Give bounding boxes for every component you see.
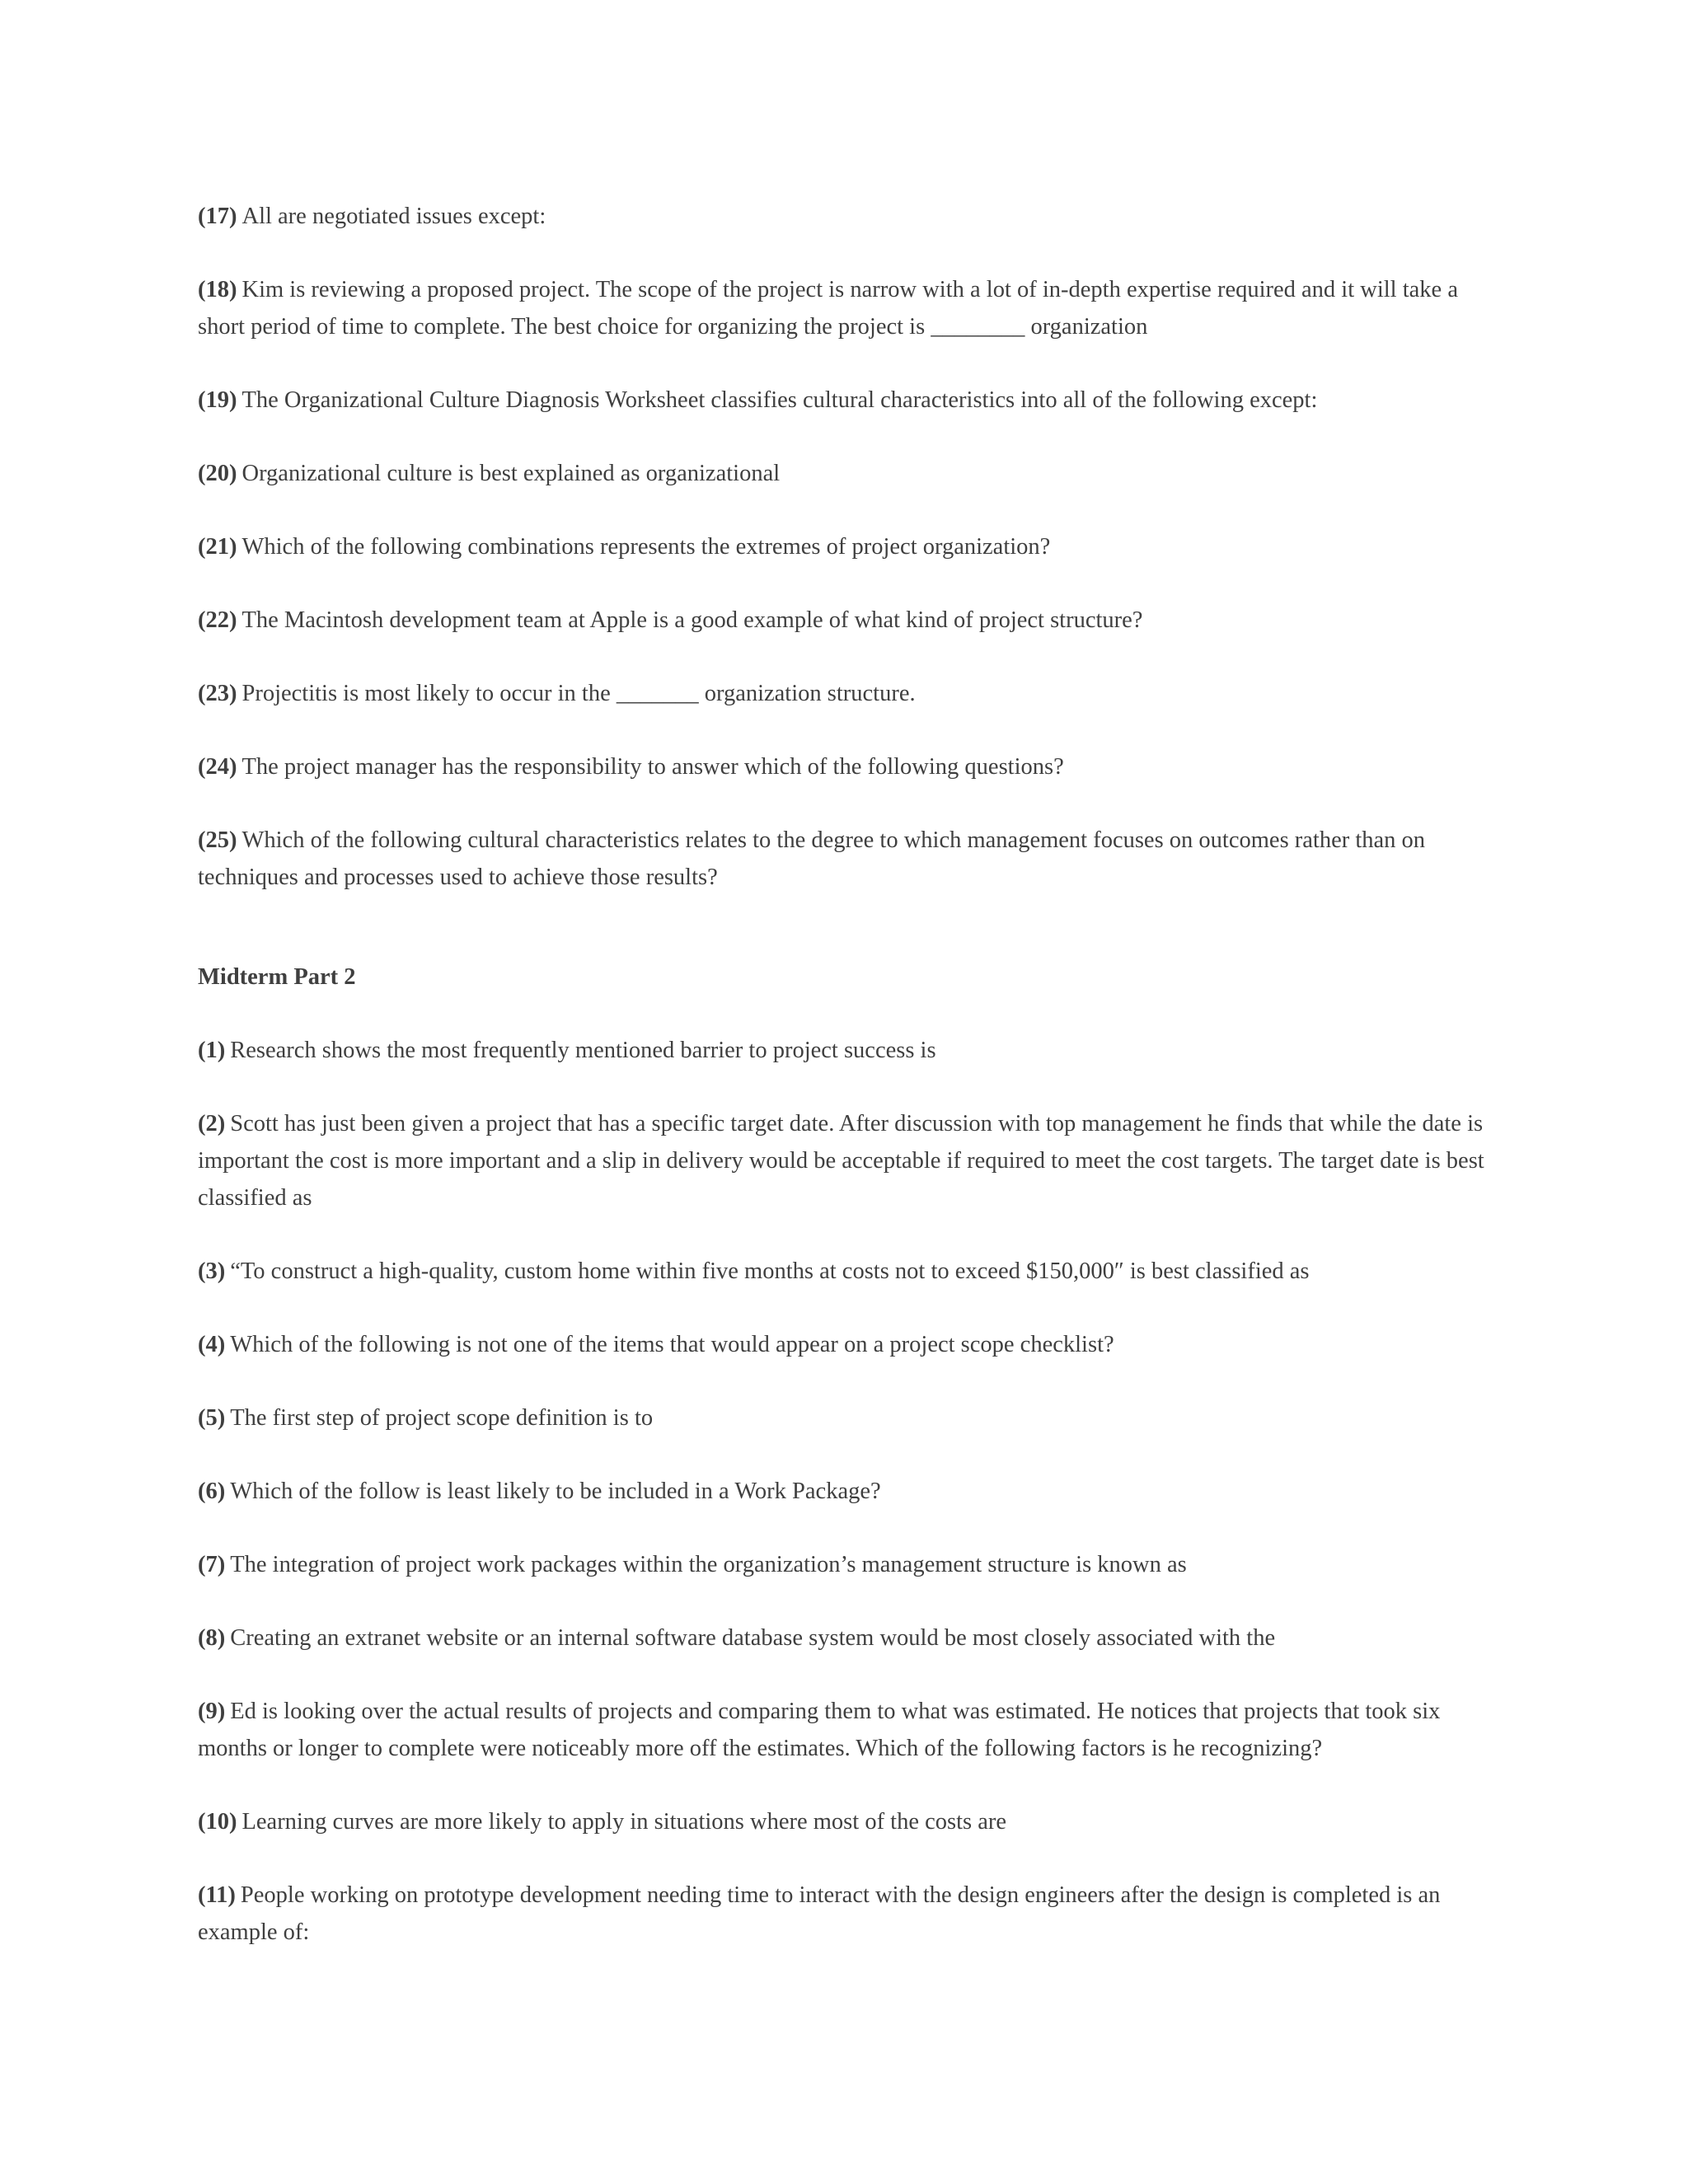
section-title: Midterm Part 2 xyxy=(198,964,356,990)
question-item xyxy=(198,1326,1500,1363)
question-item xyxy=(198,1399,1500,1436)
question-number: (6) xyxy=(198,1479,226,1504)
question-item xyxy=(198,382,1500,419)
question-text: Which of the following is not one of the items that would appear on a project scope checklist? xyxy=(230,1332,1114,1357)
question-number: (11) xyxy=(198,1882,236,1908)
part2-questions xyxy=(198,1032,1500,1951)
document-page xyxy=(198,198,1500,1987)
question-number: (20) xyxy=(198,461,237,486)
question-text: Learning curves are more likely to apply in situations where most of the costs are xyxy=(241,1809,1007,1835)
question-number: (22) xyxy=(198,607,237,633)
question-text: People working on prototype development needing time to interact with the design engineers after the design is completed is an example of: xyxy=(198,1882,1441,1945)
question-item xyxy=(198,822,1500,896)
question-text: Which of the following cultural characteristics relates to the degree to which management focuses on outcomes rather than on techniques and processes used to achieve those results? xyxy=(198,827,1426,890)
question-text: Projectitis is most likely to occur in the _______ organization structure. xyxy=(241,681,916,706)
question-item xyxy=(198,271,1500,345)
question-number: (17) xyxy=(198,204,237,229)
question-text: Ed is looking over the actual results of projects and comparing them to what was estimated. He notices that projects that took six months or longer to complete were noticeably more off the estimates. Which of the following factors is he recognizing? xyxy=(198,1699,1441,1761)
question-text: Creating an extranet website or an internal software database system would be most closely associated with the xyxy=(230,1625,1276,1651)
question-item xyxy=(198,675,1500,712)
question-number: (8) xyxy=(198,1625,226,1651)
question-text: Research shows the most frequently mentioned barrier to project success is xyxy=(230,1038,936,1063)
question-text: Scott has just been given a project that has a specific target date. After discussion with top management he finds that while the date is important the cost is more important and a slip in delivery would be acceptable if required to meet the cost targets. The target date is best classified as xyxy=(198,1111,1484,1211)
question-text: Kim is reviewing a proposed project. The scope of the project is narrow with a lot of in-depth expertise required and it will take a short period of time to complete. The best choice for organizing the project is ________ organization xyxy=(198,277,1458,340)
question-text: “To construct a high-quality, custom home within five months at costs not to exceed $150,000″ is best classified as xyxy=(230,1258,1310,1284)
question-number: (3) xyxy=(198,1258,226,1284)
question-number: (23) xyxy=(198,681,237,706)
question-text: The project manager has the responsibility to answer which of the following questions? xyxy=(241,754,1064,780)
question-text: Organizational culture is best explained as organizational xyxy=(241,461,781,486)
question-text: Which of the following combinations represents the extremes of project organization? xyxy=(241,534,1051,560)
question-item xyxy=(198,1803,1500,1840)
question-item xyxy=(198,1619,1500,1657)
question-number: (21) xyxy=(198,534,237,560)
question-number: (25) xyxy=(198,827,237,853)
question-item xyxy=(198,1253,1500,1290)
question-number: (19) xyxy=(198,387,237,413)
question-text: Which of the follow is least likely to be included in a Work Package? xyxy=(230,1479,881,1504)
question-text: The integration of project work packages within the organization’s management structure is known as xyxy=(230,1552,1187,1577)
question-item xyxy=(198,1877,1500,1951)
question-item xyxy=(198,198,1500,235)
question-number: (1) xyxy=(198,1038,226,1063)
question-item xyxy=(198,1032,1500,1069)
question-item xyxy=(198,528,1500,565)
question-text: The Macintosh development team at Apple is a good example of what kind of project structure? xyxy=(241,607,1143,633)
question-item xyxy=(198,748,1500,785)
question-text: The Organizational Culture Diagnosis Worksheet classifies cultural characteristics into all of the following except: xyxy=(241,387,1318,413)
question-number: (4) xyxy=(198,1332,226,1357)
question-item xyxy=(198,455,1500,492)
question-number: (5) xyxy=(198,1405,226,1431)
question-item xyxy=(198,602,1500,639)
question-number: (9) xyxy=(198,1699,226,1724)
question-item xyxy=(198,1693,1500,1767)
question-item xyxy=(198,1546,1500,1583)
question-number: (7) xyxy=(198,1552,226,1577)
question-number: (24) xyxy=(198,754,237,780)
part1-questions xyxy=(198,198,1500,896)
question-item xyxy=(198,1473,1500,1510)
question-number: (18) xyxy=(198,277,237,302)
question-text: The first step of project scope definition is to xyxy=(230,1405,654,1431)
question-number: (10) xyxy=(198,1809,237,1835)
question-text: All are negotiated issues except: xyxy=(241,204,546,229)
question-number: (2) xyxy=(198,1111,226,1137)
question-item xyxy=(198,1105,1500,1216)
